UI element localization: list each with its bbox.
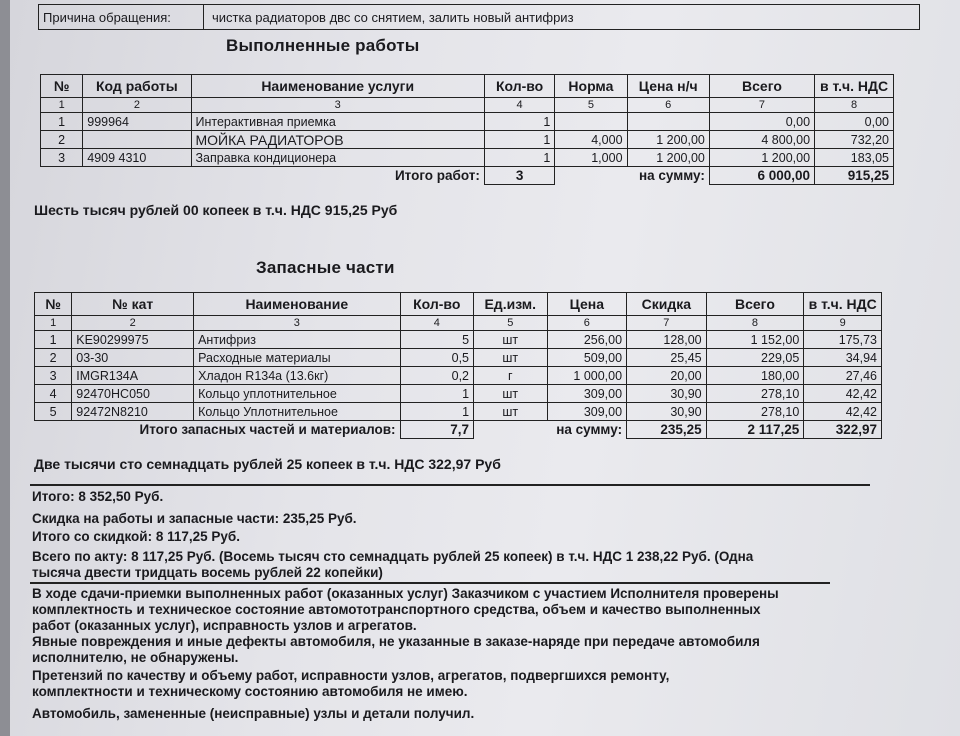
cell-price: 1 200,00	[627, 131, 709, 149]
parts-total-disc: 235,25	[627, 421, 707, 439]
works-col-code: Код работы	[83, 75, 191, 98]
works-amount-words: Шесть тысяч рублей 00 копеек в т.ч. НДС 915,25 Руб	[34, 202, 398, 218]
works-index: 4	[484, 98, 554, 113]
parts-total-row	[35, 421, 882, 439]
cell-name: Кольцо уплотнительное	[194, 385, 400, 403]
works-total-sum: 6 000,00	[709, 167, 814, 185]
cell-qty: 1	[484, 149, 554, 167]
cell-vat: 732,20	[815, 131, 894, 149]
cell-vat: 42,42	[804, 403, 882, 421]
cell-qty: 1	[400, 385, 474, 403]
works-col-name: Наименование услуги	[191, 75, 484, 98]
parts-index: 3	[194, 316, 400, 331]
cell-name: Хладон R134a (13.6кг)	[194, 367, 400, 385]
works-index: 1	[41, 98, 83, 113]
works-total-row	[41, 167, 894, 185]
statement-line: Претензий по качеству и объему работ, исправности узлов, агрегатов, подвергшихся ремонту,	[32, 668, 670, 683]
cell-cat: 92470HC050	[72, 385, 194, 403]
table-row	[41, 113, 894, 131]
parts-index: 4	[400, 316, 474, 331]
parts-col-vat: в т.ч. НДС	[804, 293, 882, 316]
table-row	[41, 149, 894, 167]
statement-line: работ (оказанных услуг), исправность узлов и агрегатов.	[32, 618, 417, 633]
cell-name: Антифриз	[194, 331, 400, 349]
cell-vat: 183,05	[815, 149, 894, 167]
works-col-price: Цена н/ч	[627, 75, 709, 98]
statement-line: Автомобиль, замененные (неисправные) узлы и детали получил.	[32, 706, 475, 721]
works-col-vat: в т.ч. НДС	[815, 75, 894, 98]
parts-total-label: Итого запасных частей и материалов:	[139, 422, 396, 438]
cell-price: 509,00	[547, 349, 627, 367]
cell-n: 1	[35, 331, 72, 349]
cell-name: Интерактивная приемка	[191, 113, 484, 131]
cell-code	[83, 131, 191, 149]
divider	[30, 484, 870, 486]
parts-col-total: Всего	[706, 293, 804, 316]
cell-unit: шт	[474, 349, 548, 367]
cell-price: 309,00	[547, 385, 627, 403]
parts-amount-words: Две тысячи сто семнадцать рублей 25 копеек в т.ч. НДС 322,97 Руб	[34, 456, 501, 472]
table-row	[41, 131, 894, 149]
cell-disc: 128,00	[627, 331, 707, 349]
cell-unit: г	[474, 367, 548, 385]
cell-price: 1 000,00	[547, 367, 627, 385]
parts-index: 2	[72, 316, 194, 331]
works-title: Выполненные работы	[226, 36, 420, 55]
cell-n: 1	[41, 113, 83, 131]
table-row	[35, 385, 882, 403]
document-page	[10, 0, 960, 736]
cell-qty: 0,5	[400, 349, 474, 367]
works-total-label: Итого работ:	[394, 168, 480, 184]
cell-vat: 175,73	[804, 331, 882, 349]
works-col-n: №	[41, 75, 83, 98]
cell-cat: KE90299975	[72, 331, 194, 349]
cell-disc: 20,00	[627, 367, 707, 385]
cell-name: Заправка кондиционера	[191, 149, 484, 167]
cell-vat: 34,94	[804, 349, 882, 367]
cell-n: 3	[35, 367, 72, 385]
reason-box	[38, 4, 920, 30]
works-index: 5	[555, 98, 627, 113]
cell-norm: 1,000	[555, 149, 627, 167]
parts-total-qty: 7,7	[400, 421, 474, 439]
cell-vat: 27,46	[804, 367, 882, 385]
cell-qty: 1	[400, 403, 474, 421]
reason-label: Причина обращения:	[39, 5, 204, 29]
cell-total: 4 800,00	[709, 131, 814, 149]
cell-name: МОЙКА РАДИАТОРОВ	[191, 131, 484, 149]
parts-table	[34, 292, 882, 439]
statement-2	[32, 634, 960, 666]
cell-name: Расходные материалы	[194, 349, 400, 367]
works-table	[40, 74, 894, 185]
summary-discount: Скидка на работы и запасные части: 235,25 Руб.	[32, 511, 357, 526]
cell-total: 278,10	[706, 385, 804, 403]
parts-col-unit: Ед.изм.	[474, 293, 548, 316]
cell-disc: 30,90	[627, 403, 707, 421]
cell-price: 1 200,00	[627, 149, 709, 167]
table-row	[35, 331, 882, 349]
parts-title: Запасные части	[256, 258, 395, 277]
parts-col-name: Наименование	[194, 293, 400, 316]
cell-total: 0,00	[709, 113, 814, 131]
works-col-norm: Норма	[555, 75, 627, 98]
cell-unit: шт	[474, 331, 548, 349]
parts-col-qty: Кол-во	[400, 293, 474, 316]
cell-vat: 0,00	[815, 113, 894, 131]
cell-norm	[555, 113, 627, 131]
parts-total-sum: 2 117,25	[706, 421, 804, 439]
cell-total: 180,00	[706, 367, 804, 385]
parts-index: 7	[627, 316, 707, 331]
cell-cat: 03-30	[72, 349, 194, 367]
cell-disc: 30,90	[627, 385, 707, 403]
cell-qty: 5	[400, 331, 474, 349]
cell-total: 278,10	[706, 403, 804, 421]
cell-vat: 42,42	[804, 385, 882, 403]
cell-total: 229,05	[706, 349, 804, 367]
works-index: 3	[191, 98, 484, 113]
cell-price	[627, 113, 709, 131]
cell-price: 309,00	[547, 403, 627, 421]
works-col-qty: Кол-во	[484, 75, 554, 98]
statement-line: комплектность и техническое состояние автомототранспортного средства, объем и качество выполненных	[32, 602, 761, 617]
cell-norm: 4,000	[555, 131, 627, 149]
works-index: 7	[709, 98, 814, 113]
divider	[30, 582, 830, 584]
works-col-total: Всего	[709, 75, 814, 98]
works-index: 2	[83, 98, 191, 113]
table-row	[35, 403, 882, 421]
cell-unit: шт	[474, 403, 548, 421]
parts-col-cat: № кат	[72, 293, 194, 316]
parts-index: 6	[547, 316, 627, 331]
cell-qty: 1	[484, 113, 554, 131]
cell-qty: 0,2	[400, 367, 474, 385]
works-index: 6	[627, 98, 709, 113]
cell-name: Кольцо Уплотнительное	[194, 403, 400, 421]
cell-n: 3	[41, 149, 83, 167]
works-index: 8	[815, 98, 894, 113]
cell-price: 256,00	[547, 331, 627, 349]
works-sum-label: на сумму:	[639, 168, 705, 184]
parts-total-vat: 322,97	[804, 421, 882, 439]
cell-total: 1 200,00	[709, 149, 814, 167]
cell-code: 4909 4310	[83, 149, 191, 167]
statement-3	[32, 668, 960, 700]
summary-act-total-line2: тысяча двести тридцать восемь рублей 22 копейки)	[32, 565, 383, 580]
cell-disc: 25,45	[627, 349, 707, 367]
parts-col-n: №	[35, 293, 72, 316]
summary-act-total-line1: Всего по акту: 8 117,25 Руб. (Восемь тысяч сто семнадцать рублей 25 копеек) в т.ч. НДС 1 238,22 Руб. (Одна	[32, 549, 754, 564]
parts-index-row	[35, 316, 882, 331]
statement-line: Явные повреждения и иные дефекты автомобиля, не указанные в заказе-наряде при передаче автомобиля	[32, 634, 760, 649]
cell-n: 4	[35, 385, 72, 403]
statement-line: В ходе сдачи-приемки выполненных работ (оказанных услуг) Заказчиком с участием Исполнителя проверены	[32, 586, 779, 601]
cell-n: 2	[41, 131, 83, 149]
parts-index: 5	[474, 316, 548, 331]
parts-col-disc: Скидка	[627, 293, 707, 316]
works-index-row	[41, 98, 894, 113]
cell-code: 999964	[83, 113, 191, 131]
cell-cat: 92472N8210	[72, 403, 194, 421]
table-row	[35, 367, 882, 385]
cell-n: 2	[35, 349, 72, 367]
cell-n: 5	[35, 403, 72, 421]
parts-sum-label: на сумму:	[556, 422, 623, 438]
summary-total: Итого: 8 352,50 Руб.	[32, 489, 164, 504]
works-total-vat: 915,25	[815, 167, 894, 185]
statement-line: комплектности и техническому состоянию автомобиля не имею.	[32, 684, 468, 699]
reason-value: чистка радиаторов двс со снятием, залить новый антифриз	[212, 9, 574, 25]
parts-header-row	[35, 293, 882, 316]
cell-qty: 1	[484, 131, 554, 149]
cell-total: 1 152,00	[706, 331, 804, 349]
works-header-row	[41, 75, 894, 98]
table-row	[35, 349, 882, 367]
summary-with-discount: Итого со скидкой: 8 117,25 Руб.	[32, 529, 240, 544]
parts-index: 8	[706, 316, 804, 331]
statement-1	[32, 586, 960, 634]
parts-index: 9	[804, 316, 882, 331]
parts-col-price: Цена	[547, 293, 627, 316]
works-total-qty: 3	[484, 167, 554, 185]
parts-index: 1	[35, 316, 72, 331]
statement-line: исполнителю, не обнаружены.	[32, 650, 239, 665]
cell-unit: шт	[474, 385, 548, 403]
cell-cat: IMGR134A	[72, 367, 194, 385]
